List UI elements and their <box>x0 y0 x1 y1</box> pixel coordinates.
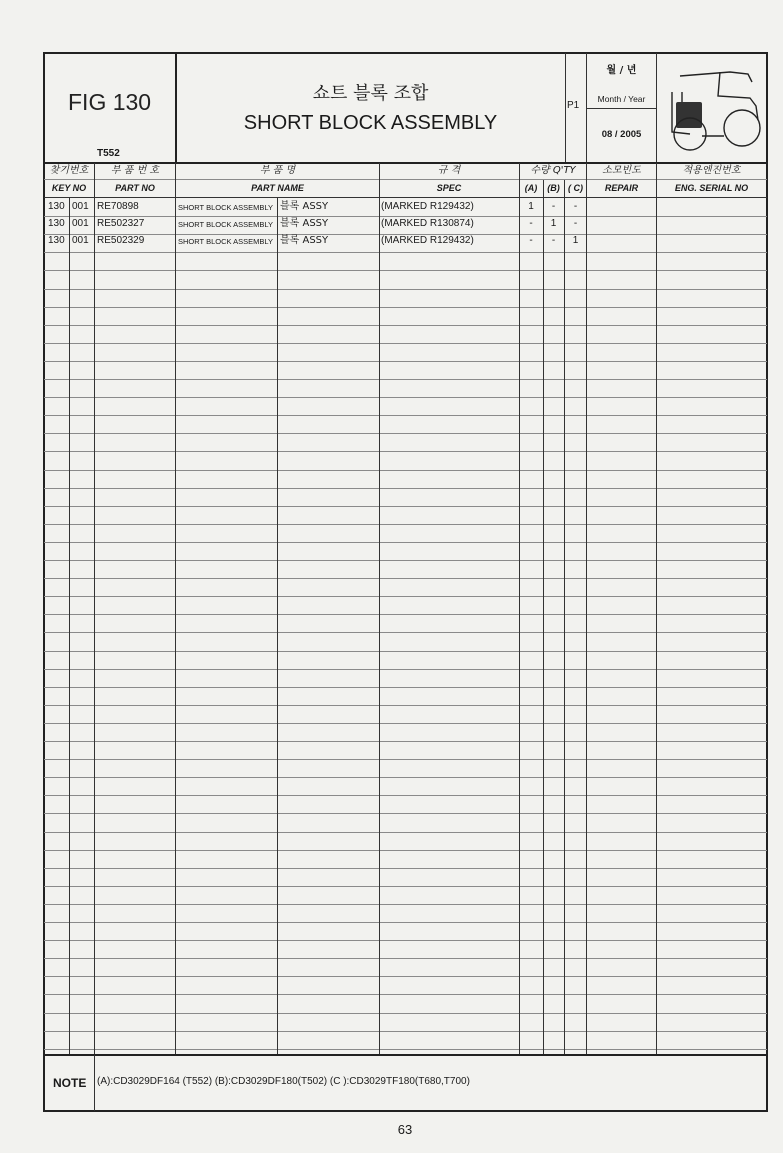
part-name-kr-cell: 블록 ASSY <box>280 218 329 229</box>
table-row-line <box>44 687 767 688</box>
table-column-line <box>379 163 380 1054</box>
spec-kr-header: 규 격 <box>437 165 461 176</box>
qty-a-cell: - <box>529 218 533 229</box>
key-no-cell: 001 <box>72 218 89 229</box>
qty-c-cell: 1 <box>572 235 579 246</box>
table-row-line <box>44 994 767 995</box>
table-row-line <box>44 904 767 905</box>
header-divider <box>565 53 566 163</box>
fig-no-cell: 130 <box>48 218 65 229</box>
table-row-line <box>44 651 767 652</box>
fig-no-cell: 130 <box>48 201 65 212</box>
header-divider <box>656 53 657 163</box>
table-row-line <box>44 578 767 579</box>
table-row-line <box>44 832 767 833</box>
spec-header: SPEC <box>436 183 462 193</box>
page-code: P1 <box>567 100 580 111</box>
column-header-bottom-rule <box>44 197 767 198</box>
table-row-line <box>44 705 767 706</box>
key-no-header: KEY NO <box>51 183 87 193</box>
fig-label: FIG 130 <box>68 89 152 115</box>
table-column-line <box>519 163 520 1054</box>
table-row-line <box>44 506 767 507</box>
qty-b-cell: - <box>551 201 556 212</box>
part-name-kr-header: 부 품 명 <box>259 165 296 176</box>
qty-b-header: (B) <box>547 183 560 193</box>
qty-header-divider <box>519 179 587 180</box>
table-row-line <box>44 1013 767 1014</box>
table-row-line <box>44 488 767 489</box>
table-row-line <box>44 397 767 398</box>
month-year-kr-label: 월 / 년 <box>606 65 637 76</box>
qty-c-cell: - <box>573 218 578 229</box>
table-column-line <box>94 163 95 1054</box>
key-no-kr-header: 찾기번호 <box>49 165 89 176</box>
table-row-line <box>44 723 767 724</box>
qty-b-cell: - <box>551 235 556 246</box>
page-title: SHORT BLOCK ASSEMBLY <box>243 112 498 134</box>
note-top-rule <box>44 1054 767 1056</box>
table-row-line <box>44 325 767 326</box>
table-column-line <box>564 180 565 1054</box>
part-no-cell: RE70898 <box>97 201 139 212</box>
qty-header: 수량 Q'TY <box>530 165 576 176</box>
note-label: NOTE <box>53 1076 87 1090</box>
part-no-header: PART NO <box>115 183 155 193</box>
spec-cell: (MARKED R130874) <box>381 218 474 229</box>
fig-no-cell: 130 <box>48 235 65 246</box>
issue-date: 08 / 2005 <box>601 129 642 140</box>
header-divider <box>587 108 656 109</box>
part-name-cell: SHORT BLOCK ASSEMBLY <box>178 203 274 212</box>
part-no-cell: RE502329 <box>97 235 145 246</box>
table-row-line <box>44 614 767 615</box>
page-number: 63 <box>397 1122 413 1137</box>
table-row-line <box>44 922 767 923</box>
table-row-line <box>44 777 767 778</box>
table-row-line <box>44 795 767 796</box>
key-no-cell: 001 <box>72 201 89 212</box>
table-row-line <box>44 958 767 959</box>
header-bottom-rule <box>44 162 767 164</box>
note-text: (A):CD3029DF164 (T552) (B):CD3029DF180(T502) (C ):CD3029TF180(T680,T700) <box>97 1076 470 1087</box>
table-row-line <box>44 542 767 543</box>
table-row-line <box>44 307 767 308</box>
part-name-kr-cell: 블록 ASSY <box>280 201 329 212</box>
qty-c-header: ( C) <box>568 183 583 193</box>
table-row-line <box>44 868 767 869</box>
table-row-line <box>44 940 767 941</box>
table-row-line <box>44 813 767 814</box>
table-row-line <box>44 433 767 434</box>
table-row-line <box>44 1031 767 1032</box>
table-row-line <box>44 524 767 525</box>
part-name-cell: SHORT BLOCK ASSEMBLY <box>178 237 274 246</box>
table-row-line <box>44 470 767 471</box>
tractor-icon <box>660 62 764 154</box>
table-row-line <box>44 632 767 633</box>
serial-kr-header: 적용엔진번호 <box>682 165 741 176</box>
month-year-label: Month / Year <box>597 94 646 104</box>
table-row-line <box>44 976 767 977</box>
table-row-line <box>44 270 767 271</box>
table-row-line <box>44 886 767 887</box>
qty-c-cell: - <box>573 201 578 212</box>
part-no-cell: RE502327 <box>97 218 145 229</box>
table-row-line <box>44 216 767 217</box>
qty-a-header: (A) <box>524 183 538 193</box>
part-name-kr-cell: 블록 ASSY <box>280 235 329 246</box>
table-row-line <box>44 1049 767 1050</box>
header-divider <box>175 53 177 163</box>
note-divider <box>94 1055 95 1111</box>
table-row-line <box>44 560 767 561</box>
table-row-line <box>44 451 767 452</box>
table-row-line <box>44 415 767 416</box>
table-row-line <box>44 252 767 253</box>
spec-cell: (MARKED R129432) <box>381 201 474 212</box>
repair-kr-header: 소모빈도 <box>602 165 641 176</box>
column-header-divider <box>44 179 767 180</box>
qty-a-cell: 1 <box>528 201 534 212</box>
table-row-line <box>44 379 767 380</box>
table-row-line <box>44 741 767 742</box>
part-no-kr-header: 부 품 번 호 <box>110 165 160 176</box>
table-row-line <box>44 759 767 760</box>
table-column-line <box>69 198 70 1054</box>
table-row-line <box>44 361 767 362</box>
table-row-line <box>44 289 767 290</box>
repair-header: REPAIR <box>604 183 639 193</box>
page-title-korean: 쇼트 블록 조합 <box>312 83 429 104</box>
spec-cell: (MARKED R129432) <box>381 235 474 246</box>
table-row-line <box>44 596 767 597</box>
table-column-line <box>586 163 587 1054</box>
qty-a-cell: - <box>529 235 533 246</box>
table-row-line <box>44 850 767 851</box>
part-name-cell: SHORT BLOCK ASSEMBLY <box>178 220 274 229</box>
part-name-header: PART NAME <box>251 183 304 193</box>
key-no-cell: 001 <box>72 235 89 246</box>
table-column-line <box>543 180 544 1054</box>
table-row-line <box>44 669 767 670</box>
serial-header: ENG. SERIAL NO <box>674 183 749 193</box>
qty-b-cell: 1 <box>550 218 557 229</box>
table-column-line <box>656 163 657 1054</box>
table-column-line <box>277 198 278 1054</box>
table-row-line <box>44 343 767 344</box>
model-label: T552 <box>97 148 120 159</box>
table-column-line <box>175 163 176 1054</box>
